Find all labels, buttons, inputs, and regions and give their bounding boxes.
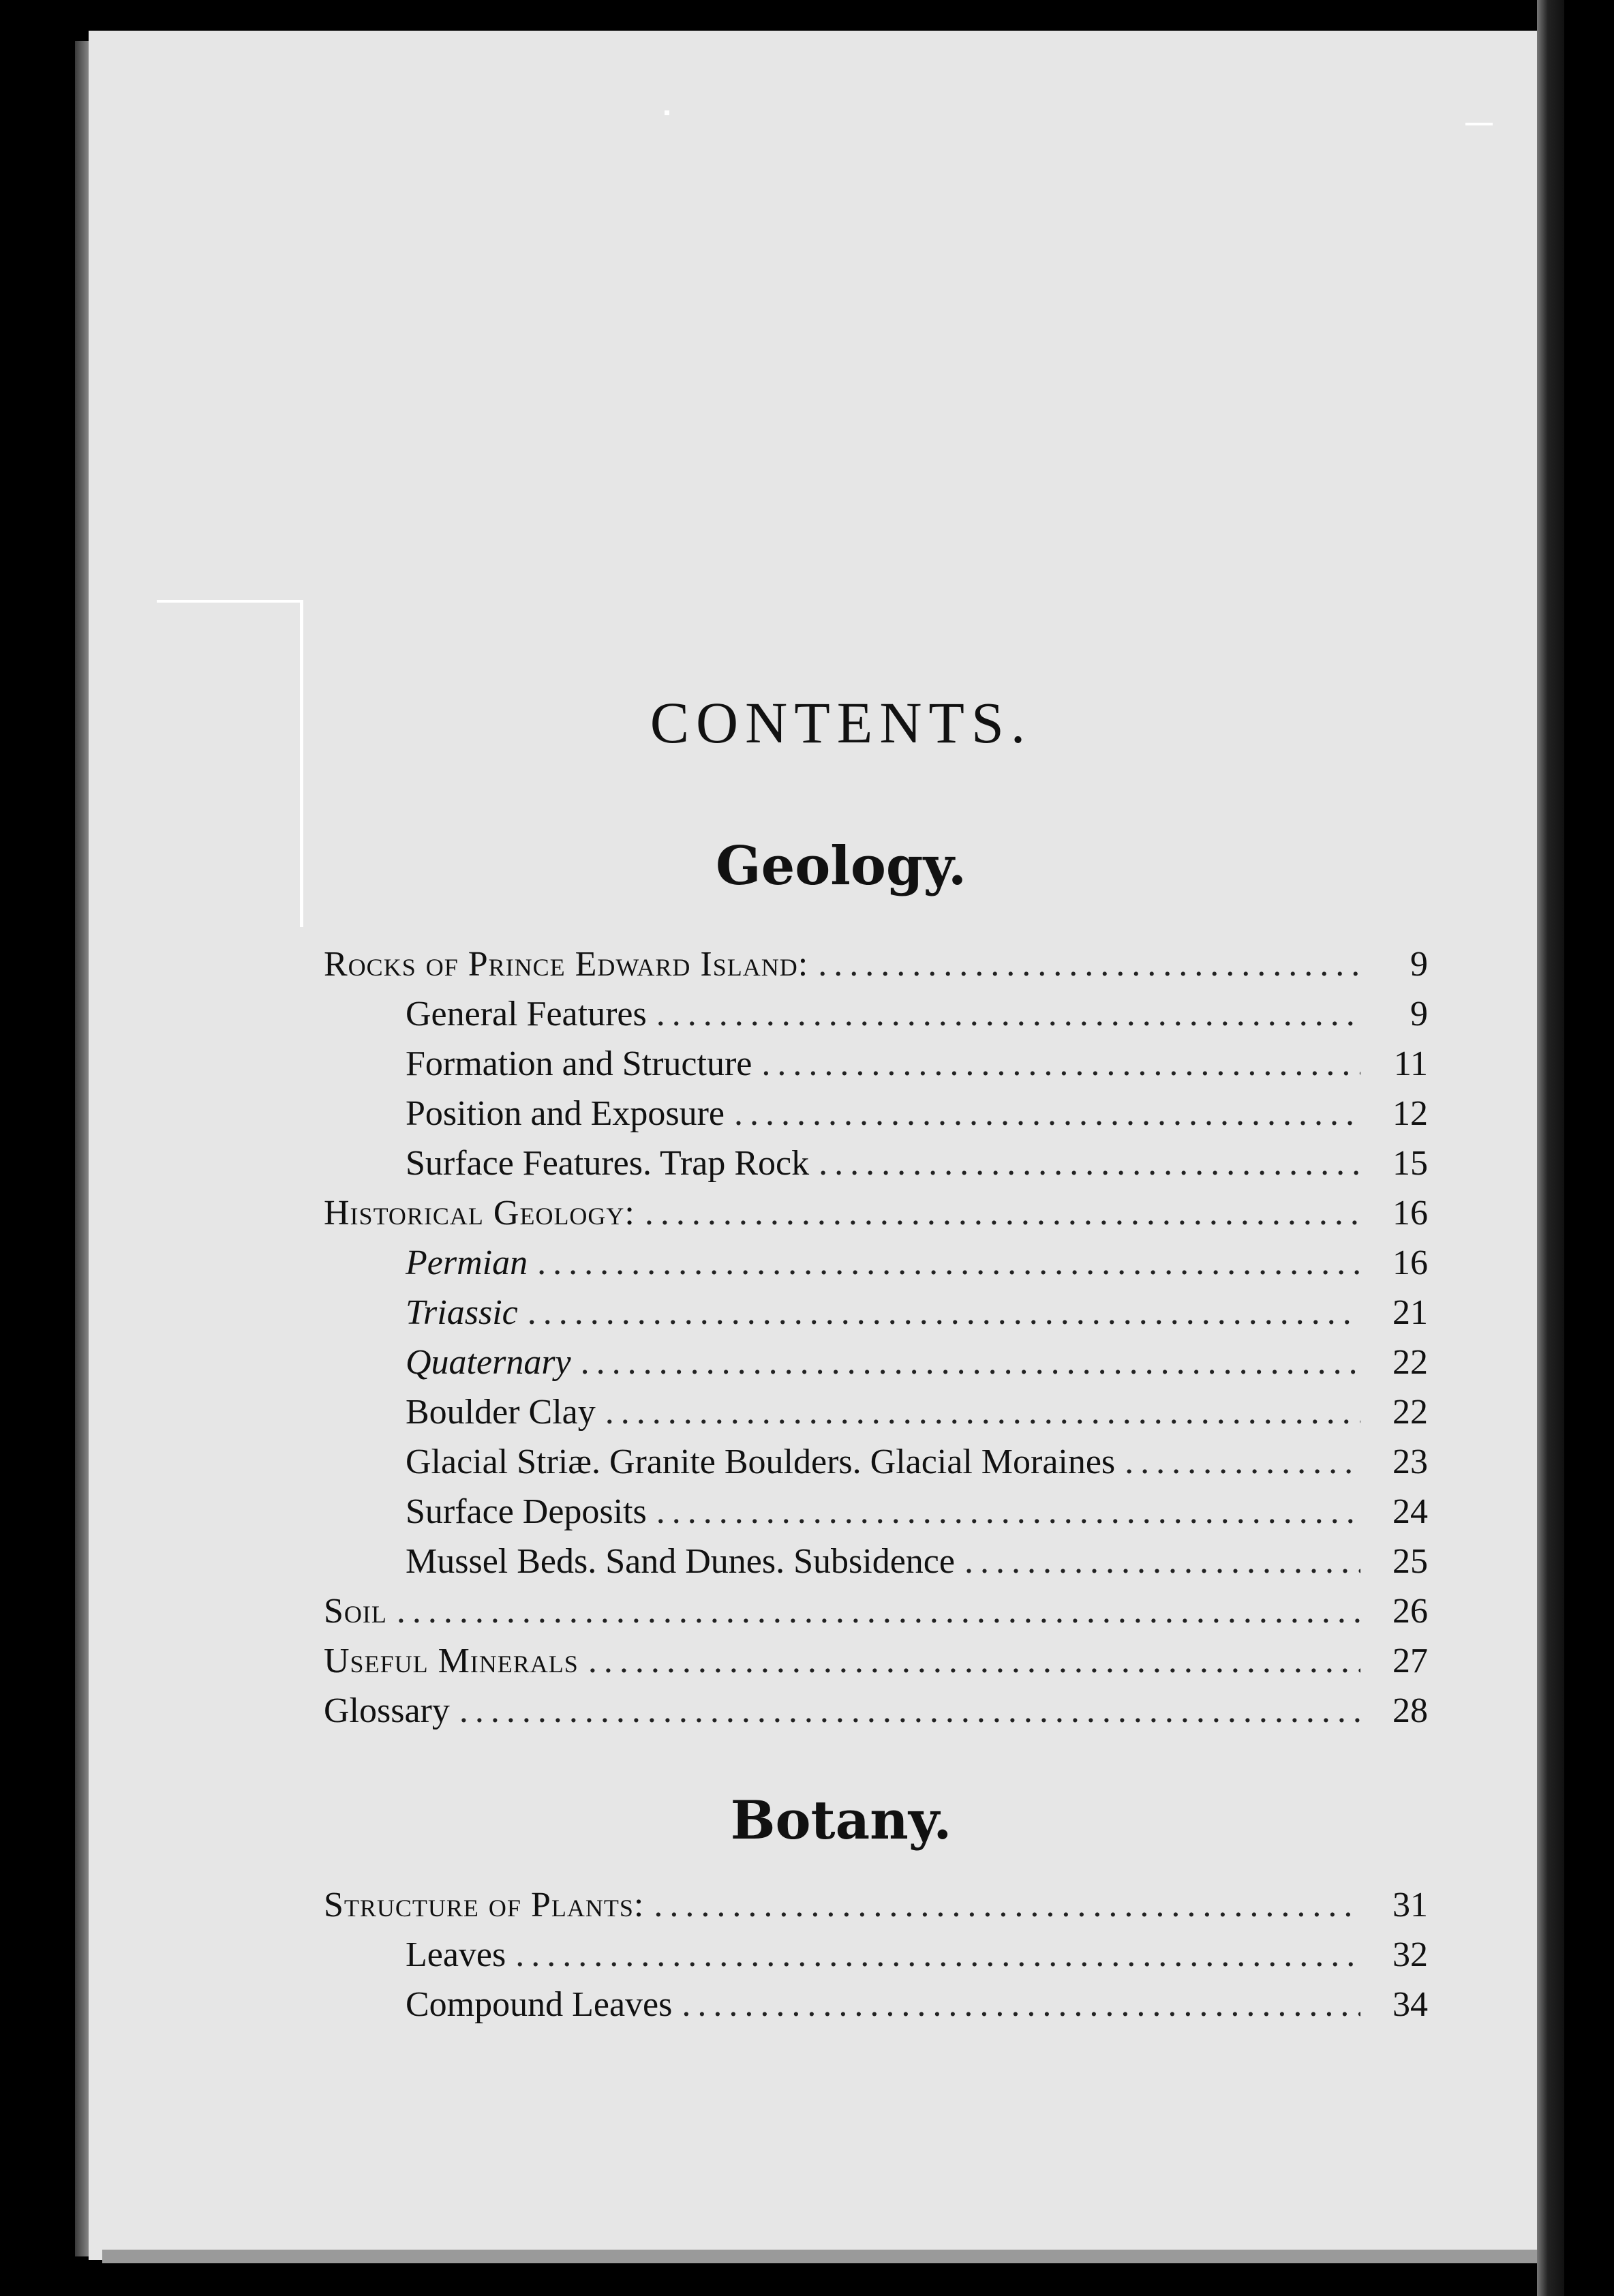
dot-leader: [459, 1691, 1360, 1731]
toc-entry-label: Soil: [324, 1592, 387, 1631]
scan-speck: [665, 110, 669, 115]
toc-entry: [324, 1293, 1428, 1342]
dot-leader: [515, 1935, 1360, 1975]
toc-entry-label: Rocks of Prince Edward Island:: [324, 945, 809, 984]
toc-entry-page: 22: [1392, 1393, 1428, 1432]
toc-entry: [324, 1093, 1428, 1143]
toc-entry-page: 26: [1392, 1592, 1428, 1631]
toc-entry-page: 16: [1392, 1243, 1428, 1282]
toc-entry-page: 34: [1392, 1985, 1428, 2024]
toc-entry: [324, 1044, 1428, 1093]
toc-entry-page: 15: [1392, 1144, 1428, 1183]
dot-leader: [528, 1293, 1360, 1333]
section-heading-geology: Geology.: [716, 835, 966, 897]
toc-entry: [324, 1691, 1428, 1740]
toc-entry-page: 9: [1410, 945, 1428, 984]
toc-entry-page: 9: [1410, 995, 1428, 1033]
toc-entry: [324, 1392, 1428, 1442]
toc-entry: [324, 1442, 1428, 1492]
dot-leader: [964, 1541, 1360, 1582]
scan-scratch: [157, 600, 300, 603]
toc-entry-label: Quaternary: [406, 1343, 571, 1382]
toc-entry-label: Position and Exposure: [406, 1094, 725, 1133]
toc-entry: [324, 1885, 1428, 1935]
toc-entry-label: Glossary: [324, 1691, 450, 1730]
dot-leader: [734, 1093, 1360, 1134]
dot-leader: [605, 1392, 1360, 1432]
toc-entry-label: Glacial Striæ. Granite Boulders. Glacial Moraines: [406, 1442, 1116, 1481]
toc-entry: [324, 994, 1428, 1044]
toc-entry: [324, 1342, 1428, 1392]
toc-entry-page: 12: [1392, 1094, 1428, 1133]
dot-leader: [656, 994, 1360, 1034]
toc-entry-label: Surface Deposits: [406, 1492, 647, 1531]
dot-leader: [1125, 1442, 1360, 1482]
toc-entry-page: 31: [1392, 1886, 1428, 1924]
dot-leader: [654, 1885, 1360, 1925]
dot-leader: [818, 944, 1360, 984]
toc-entry-page: 11: [1393, 1044, 1428, 1083]
toc-entry: [324, 944, 1428, 994]
dot-leader: [537, 1243, 1360, 1283]
toc-entry-page: 28: [1392, 1691, 1428, 1730]
dot-leader: [588, 1641, 1360, 1681]
toc-entry: [324, 1243, 1428, 1293]
toc-geology-list: [324, 944, 1428, 1740]
toc-entry-label: Surface Features. Trap Rock: [406, 1144, 810, 1183]
dot-leader: [761, 1044, 1360, 1084]
toc-entry-label: Structure of Plants:: [324, 1886, 645, 1924]
toc-entry-page: 21: [1392, 1293, 1428, 1332]
book-spine: [1537, 0, 1564, 2296]
toc-entry-page: 22: [1392, 1343, 1428, 1382]
toc-entry: [324, 1541, 1428, 1591]
toc-entry-label: General Features: [406, 995, 647, 1033]
toc-entry-page: 32: [1392, 1935, 1428, 1974]
dot-leader: [645, 1193, 1360, 1233]
toc-entry-label: Historical Geology:: [324, 1194, 635, 1233]
toc-entry-label: Triassic: [406, 1293, 518, 1332]
toc-entry-page: 23: [1392, 1442, 1428, 1481]
toc-entry: [324, 1591, 1428, 1641]
toc-entry: [324, 1143, 1428, 1193]
toc-entry: [324, 1935, 1428, 1984]
toc-entry-page: 16: [1392, 1194, 1428, 1233]
toc-entry-label: Leaves: [406, 1935, 506, 1974]
toc-entry: [324, 1984, 1428, 2034]
toc-entry-label: Permian: [406, 1243, 528, 1282]
toc-entry-label: Useful Minerals: [324, 1642, 579, 1680]
toc-entry-page: 27: [1392, 1642, 1428, 1680]
toc-entry-page: 24: [1392, 1492, 1428, 1531]
dot-leader: [397, 1591, 1360, 1631]
dot-leader: [581, 1342, 1360, 1383]
dot-leader: [819, 1143, 1360, 1183]
toc-entry: [324, 1492, 1428, 1541]
dot-leader: [682, 1984, 1360, 2025]
toc-botany-list: [324, 1885, 1428, 2034]
scan-scratch: [1465, 123, 1493, 125]
facing-page-edge: [1568, 0, 1614, 2296]
section-heading-botany: Botany.: [730, 1789, 952, 1852]
page-bottom-edge: [102, 2250, 1540, 2263]
toc-entry-label: Mussel Beds. Sand Dunes. Subsidence: [406, 1542, 955, 1581]
toc-entry-label: Formation and Structure: [406, 1044, 752, 1083]
page-title: CONTENTS.: [650, 690, 1033, 755]
toc-entry: [324, 1193, 1428, 1243]
toc-entry: [324, 1641, 1428, 1691]
toc-entry-page: 25: [1392, 1542, 1428, 1581]
toc-entry-label: Compound Leaves: [406, 1985, 673, 2024]
toc-entry-label: Boulder Clay: [406, 1393, 596, 1432]
dot-leader: [656, 1492, 1360, 1532]
